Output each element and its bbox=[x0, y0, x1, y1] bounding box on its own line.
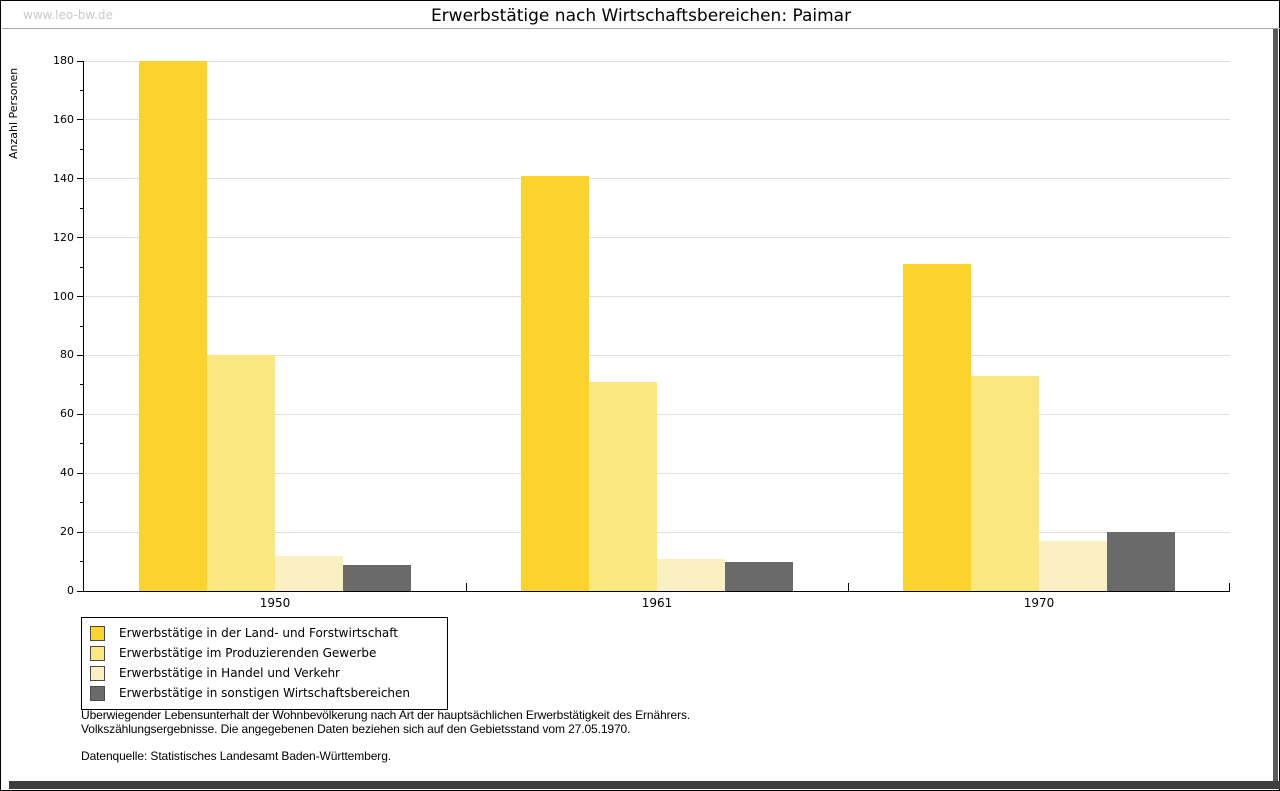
y-gridline bbox=[84, 61, 1230, 62]
y-gridline bbox=[84, 296, 1230, 297]
legend-item-label: Erwerbstätige in der Land- und Forstwirtschaft bbox=[119, 626, 398, 640]
y-axis-tick-label: 140 bbox=[53, 171, 74, 185]
y-gridline bbox=[84, 178, 1230, 179]
y-axis-tick-label: 40 bbox=[60, 466, 74, 480]
y-axis-major-tick bbox=[77, 119, 84, 120]
y-axis-minor-tick bbox=[80, 326, 84, 327]
footnotes bbox=[81, 709, 690, 764]
legend-item-4 bbox=[90, 683, 439, 703]
bar-1961-series-1 bbox=[521, 176, 589, 591]
y-axis-major-tick bbox=[77, 414, 84, 415]
y-axis-tick-label: 120 bbox=[53, 230, 74, 244]
legend-swatch-icon bbox=[90, 686, 105, 701]
y-axis-minor-tick bbox=[80, 90, 84, 91]
y-axis-title: Anzahl Personen bbox=[7, 67, 20, 159]
bar-1950-series-3 bbox=[275, 556, 343, 591]
y-axis-tick-label: 20 bbox=[60, 525, 74, 539]
legend-item-label: Erwerbstätige in Handel und Verkehr bbox=[119, 666, 340, 680]
legend-item-1 bbox=[90, 623, 439, 643]
y-gridline bbox=[84, 237, 1230, 238]
bar-1961-series-4 bbox=[725, 562, 793, 591]
bar-1950-series-4 bbox=[343, 565, 411, 592]
y-axis-minor-tick bbox=[80, 208, 84, 209]
bottom-edge-bar bbox=[9, 781, 1280, 789]
y-axis-tick-label: 60 bbox=[60, 407, 74, 421]
y-axis-tick-label: 80 bbox=[60, 348, 74, 362]
legend-item-2 bbox=[90, 643, 439, 663]
x-axis-category-label: 1970 bbox=[1023, 596, 1055, 610]
y-axis-minor-tick bbox=[80, 443, 84, 444]
bar-1961-series-2 bbox=[589, 382, 657, 591]
x-axis-tick bbox=[1229, 583, 1230, 591]
legend-swatch-icon bbox=[90, 666, 105, 681]
watermark-text: www.leo-bw.de bbox=[23, 8, 113, 22]
legend-item-3 bbox=[90, 663, 439, 683]
y-axis-tick-label: 180 bbox=[53, 54, 74, 67]
y-axis-major-tick bbox=[77, 296, 84, 297]
y-axis-major-tick bbox=[77, 473, 84, 474]
y-axis-tick-label: 100 bbox=[53, 289, 74, 303]
y-axis-major-tick bbox=[77, 61, 84, 62]
y-axis-major-tick bbox=[77, 355, 84, 356]
x-axis-category-label: 1961 bbox=[641, 596, 673, 610]
y-axis-minor-tick bbox=[80, 267, 84, 268]
bar-1950-series-1 bbox=[139, 61, 207, 591]
footnote-line: Volkszählungsergebnisse. Die angegebenen Daten beziehen sich auf den Gebietsstand vom 27.05.1970. bbox=[81, 721, 631, 736]
y-gridline bbox=[84, 119, 1230, 120]
y-axis-minor-tick bbox=[80, 502, 84, 503]
plot-area bbox=[53, 54, 1230, 610]
bar-1970-series-1 bbox=[903, 264, 971, 591]
legend-item-label: Erwerbstätige in sonstigen Wirtschaftsbereichen bbox=[119, 686, 411, 700]
x-axis-tick bbox=[848, 583, 849, 591]
bar-1970-series-2 bbox=[971, 376, 1039, 591]
y-axis-tick-label: 0 bbox=[67, 584, 74, 597]
y-axis-minor-tick bbox=[80, 149, 84, 150]
legend bbox=[81, 617, 448, 710]
y-axis-major-tick bbox=[77, 237, 84, 238]
header-separator bbox=[2, 28, 1280, 29]
legend-item-label: Erwerbstätige im Produzierenden Gewerbe bbox=[119, 646, 377, 660]
footnote-line: Überwiegender Lebensunterhalt der Wohnbevölkerung nach Art der hauptsächlichen Erwerbstätigkeit des Ernährers. bbox=[81, 708, 691, 722]
y-axis-major-tick bbox=[77, 178, 84, 179]
y-axis-tick-label: 160 bbox=[53, 112, 74, 126]
legend-swatch-icon bbox=[90, 626, 105, 641]
y-axis-major-tick bbox=[77, 532, 84, 533]
bar-1961-series-3 bbox=[657, 559, 725, 591]
right-edge-bar bbox=[1273, 29, 1278, 782]
chart-title: Erwerbstätige nach Wirtschaftsbereichen: Paimar bbox=[430, 6, 852, 26]
y-axis-major-tick bbox=[77, 591, 84, 592]
x-axis-category-label: 1950 bbox=[259, 596, 291, 610]
bar-1950-series-2 bbox=[207, 355, 275, 591]
y-axis-minor-tick bbox=[80, 561, 84, 562]
bar-1970-series-3 bbox=[1039, 541, 1107, 591]
x-axis-tick bbox=[466, 583, 467, 591]
legend-swatch-icon bbox=[90, 646, 105, 661]
data-source-line: Datenquelle: Statistisches Landesamt Baden-Württemberg. bbox=[81, 749, 391, 763]
bar-1970-series-4 bbox=[1107, 532, 1175, 591]
y-axis-minor-tick bbox=[80, 384, 84, 385]
